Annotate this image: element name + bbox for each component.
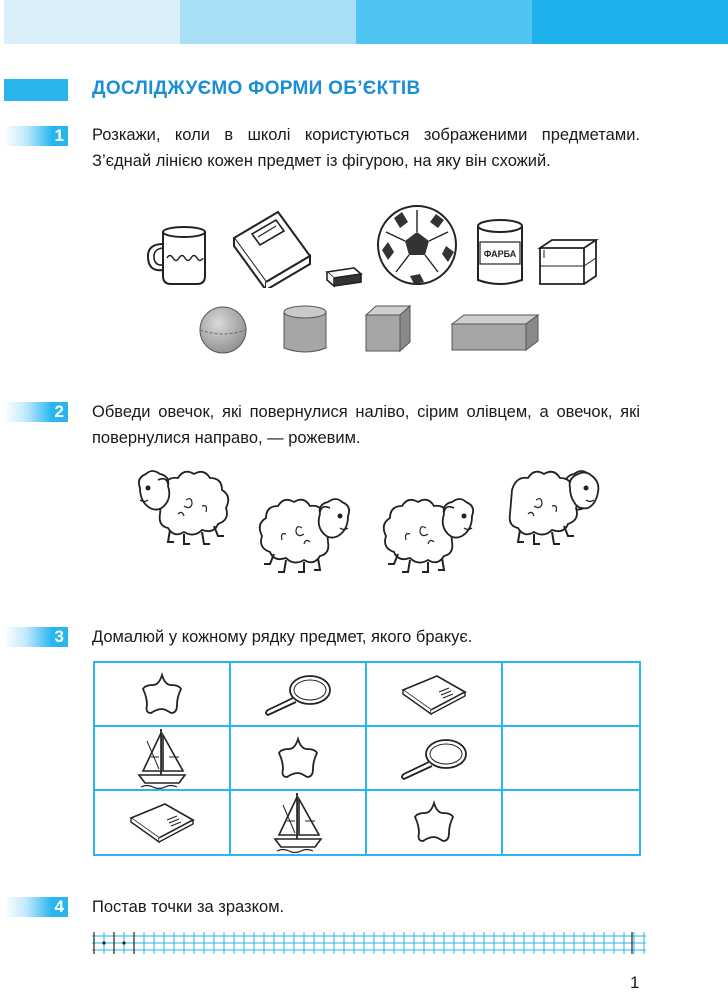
sailboat-icon — [271, 791, 325, 853]
table-cell-empty[interactable] — [503, 727, 639, 791]
table-cell — [231, 663, 367, 727]
magnifier-icon — [396, 734, 472, 782]
magnifier-icon — [260, 670, 336, 718]
task-1-number: 1 — [54, 126, 64, 145]
table-cell — [367, 663, 503, 727]
task-4-text: Постав точки за зразком. — [92, 898, 285, 916]
star-icon — [137, 669, 187, 719]
table-cell-empty[interactable] — [503, 663, 639, 727]
task-2-text: Обведи овечок, які повернулися наліво, сірим олівцем, а овечок, які повернулися направо, — рожевим. — [92, 403, 640, 447]
header-band-segment-1 — [4, 0, 180, 44]
task-3-text: Домалюй у кожному рядку предмет, якого бракує. — [92, 628, 473, 646]
task-2-number-tab — [4, 402, 68, 422]
paint-can-icon — [474, 218, 526, 288]
table-cell — [231, 727, 367, 791]
cuboid-icon — [448, 312, 540, 354]
task-1-text: Розкажи, коли в школі користуються зображеними предметами. З’єднай лінією кожен предмет із фігурою, на яку він схожий. — [92, 126, 640, 170]
header-band-segment-2 — [180, 0, 356, 44]
star-icon — [273, 733, 323, 783]
header-band — [4, 0, 728, 44]
task-4-number-tab — [4, 897, 68, 917]
page-title: ДОСЛІДЖУЄМО ФОРМИ ОБ’ЄКТІВ — [92, 78, 421, 99]
cylinder-icon — [280, 304, 330, 356]
task-3-number-tab — [4, 627, 68, 647]
notebook-icon — [127, 800, 197, 844]
header-band-segment-3 — [356, 0, 532, 44]
page-number: 1 — [630, 973, 640, 992]
cube-icon — [362, 303, 412, 355]
sheep-right-icon — [252, 488, 356, 578]
glass-box-icon — [536, 236, 600, 288]
table-cell — [95, 791, 231, 855]
title-accent-bar — [4, 79, 68, 101]
table-cell — [367, 727, 503, 791]
book-icon — [228, 204, 314, 288]
sheep-right-icon — [376, 488, 480, 578]
table-cell — [231, 791, 367, 855]
sphere-icon — [198, 305, 248, 355]
eraser-icon — [324, 264, 364, 288]
sheep-left-icon — [132, 460, 236, 548]
task-3-number: 3 — [54, 627, 64, 646]
paint-can-label: ФАРБА — [483, 249, 517, 259]
star-icon — [409, 797, 459, 847]
table-cell — [95, 663, 231, 727]
notebook-icon — [399, 672, 469, 716]
table-cell-empty[interactable] — [503, 791, 639, 855]
table-cell — [367, 791, 503, 855]
ball-icon — [374, 202, 460, 288]
sailboat-icon — [135, 727, 189, 789]
mug-icon — [145, 222, 211, 288]
task-4-number: 4 — [54, 897, 64, 916]
task-1-number-tab — [4, 126, 68, 146]
header-band-segment-4 — [532, 0, 728, 44]
dot-writing-lines[interactable] — [92, 928, 646, 958]
sheep-left-icon — [498, 460, 602, 548]
missing-item-table — [93, 661, 641, 856]
table-cell — [95, 727, 231, 791]
task-2-number: 2 — [54, 402, 64, 421]
